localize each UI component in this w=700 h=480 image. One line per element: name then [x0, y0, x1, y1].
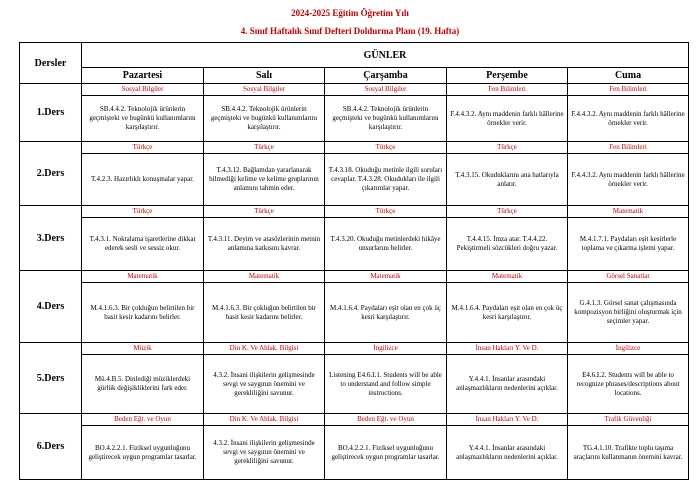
plan-cell-wednesday [325, 206, 447, 271]
subject-label: Görsel Sanatlar [568, 271, 688, 283]
outcome-text: T.4.3.12. Bağlamdan yararlanarak bilmediği kelime ve kelime gruplarının anlamını tahmin eder. [209, 166, 319, 192]
subject-label: Fen Bilimleri [447, 84, 567, 96]
subject-label: Beden Eğt. ve Oyun [82, 414, 203, 426]
outcome-text: Listening E4.6.L1. Students will be able to understand and follow simple instructions. [329, 370, 442, 397]
subject-label: Din K. Ve Ahlak. Bilgisi [204, 414, 324, 426]
subject-label: İngilizce [325, 343, 446, 355]
outcome-text: SB.4.4.2. Teknolojik ürünlerin geçmişteki ve bugünkü kullanımlarını karşılaştırır. [89, 105, 196, 131]
document-title-plan: 4. Sınıf Haftalık Sınıf Defteri Doldurma Planı (19. Hafta) [240, 26, 460, 36]
plan-cell-tuesday [204, 414, 325, 480]
plan-cell-wednesday [325, 271, 447, 343]
subject-label: Trafik Güvenliği [568, 414, 688, 426]
plan-cell-monday [82, 271, 204, 343]
subject-label: Türkçe [204, 206, 324, 218]
plan-cell-monday [82, 343, 204, 414]
outcome-text: T.4.2.3. Hazırlıklı konuşmalar yapar. [91, 175, 194, 183]
outcome-text: Mü.4.B.5. Dinlediği müziklerdeki gürlük değişikliklerini fark eder. [94, 375, 191, 392]
subject-label: Türkçe [325, 206, 446, 218]
lesson-label: 5.Ders [20, 343, 82, 414]
plan-cell-thursday [447, 206, 568, 271]
header-day-wednesday: Çarşamba [325, 68, 447, 84]
lesson-row [20, 271, 689, 343]
subject-label: Türkçe [82, 142, 203, 154]
outcome-text: E4.6.L2. Students will be able to recognize phrases/descriptions about locations. [576, 370, 680, 397]
lesson-row [20, 142, 689, 206]
header-day-tuesday: Salı [204, 68, 325, 84]
subject-label: Matematik [568, 206, 688, 218]
plan-cell-tuesday [204, 343, 325, 414]
lesson-row [20, 206, 689, 271]
outcome-text: M.4.1.6.3. Bir çokluğun belirtilen bir basit kesir kadarını belirler. [90, 303, 195, 321]
outcome-text: T.4.3.20. Okuduğu metinlerdeki hikâye unsurlarını belirler. [330, 235, 441, 252]
lesson-row [20, 414, 689, 480]
plan-cell-monday [82, 206, 204, 271]
plan-cell-thursday [447, 343, 568, 414]
outcome-text: F.4.4.3.2. Aynı maddenin farklı hâllerine örnekler verir. [571, 109, 685, 127]
outcome-text: F.4.4.3.2. Aynı maddenin farklı hâllerine örnekler verir. [571, 170, 685, 188]
plan-cell-monday [82, 414, 204, 480]
plan-cell-tuesday [204, 206, 325, 271]
subject-label: İnsan Hakları Y. Ve D. [447, 414, 567, 426]
subject-label: Türkçe [447, 206, 567, 218]
outcome-text: BO.4.2.2.1. Fiziksel uygunluğunu geliştirecek uygun programlar tasarlar. [88, 443, 197, 461]
header-day-monday: Pazartesi [82, 68, 204, 84]
plan-cell-wednesday [325, 84, 447, 142]
plan-cell-thursday [447, 142, 568, 206]
subject-label: Matematik [447, 271, 567, 283]
lesson-rows [20, 84, 689, 480]
outcome-text: M.4.1.6.3. Bir çokluğun belirtilen bir basit kesir kadarını belirler. [211, 303, 316, 321]
lesson-label: 4.Ders [20, 271, 82, 343]
header-days-group: GÜNLER [82, 43, 689, 68]
lesson-label: 2.Ders [20, 142, 82, 206]
outcome-text: M.4.1.6.4. Paydaları eşit olan en çok üç kesri karşılaştırır. [329, 303, 441, 321]
subject-label: Matematik [82, 271, 203, 283]
lesson-label: 1.Ders [20, 84, 82, 142]
outcome-text: T.4.4.15. İmza atar. T.4.4.22. Pekiştirmeli sözcükleri doğru yazar. [456, 235, 558, 252]
plan-cell-friday [568, 84, 689, 142]
plan-cell-friday [568, 206, 689, 271]
weekly-plan-table [19, 42, 689, 480]
subject-label: İnsan Hakları Y. Ve D. [447, 343, 567, 355]
lesson-row [20, 343, 689, 414]
plan-cell-friday [568, 271, 689, 343]
lesson-row [20, 84, 689, 142]
subject-label: Matematik [204, 271, 324, 283]
outcome-text: T.4.3.15. Okuduklarını ana hatlarıyla anlatır. [455, 170, 559, 188]
subject-label: Türkçe [204, 142, 324, 154]
subject-label: Türkçe [82, 206, 203, 218]
outcome-text: BO.4.2.2.1. Fiziksel uygunluğunu geliştirecek uygun programlar tasarlar. [331, 443, 440, 461]
subject-label: Sosyal Bilgiler [82, 84, 203, 96]
plan-cell-wednesday [325, 414, 447, 480]
outcome-text: SB.4.4.2. Teknolojik ürünlerin geçmişteki ve bugünkü kullanımlarını karşılaştırır. [332, 105, 439, 131]
subject-label: Beden Eğt. ve Oyun [325, 414, 446, 426]
plan-cell-wednesday [325, 343, 447, 414]
outcome-text: M.4.1.6.4. Paydaları eşit olan en çok üç kesri karşılaştırır. [451, 303, 563, 321]
document-title-year: 2024-2025 Eğitim Öğretim Yılı [291, 8, 409, 18]
header-day-thursday: Perşembe [447, 68, 568, 84]
plan-cell-monday [82, 84, 204, 142]
outcome-text: 4.3.2. İnsani ilişkilerin gelişmesinde sevgi ve saygının önemini ve gerekliliğini savunur. [213, 439, 315, 465]
outcome-text: SB.4.4.2. Teknolojik ürünlerin geçmişteki ve bugünkü kullanımlarını karşılaştırır. [210, 105, 318, 131]
subject-label: Türkçe [447, 142, 567, 154]
plan-cell-friday [568, 343, 689, 414]
outcome-text: T.4.3.1. Noktalama işaretlerine dikkat ederek sesli ve sessiz okur. [89, 235, 196, 252]
subject-label: Türkçe [325, 142, 446, 154]
subject-label: Sosyal Bilgiler [204, 84, 324, 96]
subject-label: Müzik [82, 343, 203, 355]
subject-label: Sosyal Bilgiler [325, 84, 446, 96]
plan-cell-tuesday [204, 271, 325, 343]
outcome-text: T.4.3.18. Okuduğu metinle ilgili soruları cevaplar. T.4.3.28. Okudukları ile ilgili çıkarımlar yapar. [328, 166, 443, 192]
lesson-label: 6.Ders [20, 414, 82, 480]
outcome-text: Y.4.4.1. İnsanlar arasındaki anlaşmazlıkların nedenlerini açıklar. [456, 443, 558, 461]
plan-cell-thursday [447, 84, 568, 142]
outcome-text: T.4.3.11. Deyim ve atasözlerinin metnin anlamına katkısını kavrar. [207, 235, 321, 252]
outcome-text: Y.4.4.1. İnsanlar arasındaki anlaşmazlıkların nedenlerini açıklar. [456, 375, 558, 392]
subject-label: Din K. Ve Ahlak. Bilgisi [204, 343, 324, 355]
outcome-text: 4.3.2. İnsani ilişkilerin gelişmesinde sevgi ve saygının önemini ve gerekliliğini savunur. [213, 370, 315, 397]
outcome-text: F.4.4.3.2. Aynı maddenin farklı hâllerine örnekler verir. [450, 109, 564, 127]
plan-cell-thursday [447, 271, 568, 343]
subject-label: Fen Bilimleri [568, 84, 688, 96]
lesson-label: 3.Ders [20, 206, 82, 271]
plan-cell-tuesday [204, 142, 325, 206]
plan-cell-thursday [447, 414, 568, 480]
subject-label: İngilizce [568, 343, 688, 355]
header-lessons: Dersler [20, 43, 82, 84]
plan-cell-monday [82, 142, 204, 206]
plan-cell-friday [568, 142, 689, 206]
plan-cell-tuesday [204, 84, 325, 142]
subject-label: Matematik [325, 271, 446, 283]
subject-label: Fen Bilimleri [568, 142, 688, 154]
plan-cell-wednesday [325, 142, 447, 206]
outcome-text: TG.4.1.10. Trafikte toplu taşıma araçlarını kullanmanın önemini kavrar. [573, 443, 683, 461]
outcome-text: M.4.1.7.1. Paydaları eşit kesirlerle toplama ve çıkarma işlemi yapar. [579, 235, 677, 252]
plan-cell-friday [568, 414, 689, 480]
outcome-text: G.4.1.3. Görsel sanat çalışmasında kompozisyon birliğini oluşturmak için seçimler yapar. [574, 299, 682, 325]
header-day-friday: Cuma [568, 68, 689, 84]
